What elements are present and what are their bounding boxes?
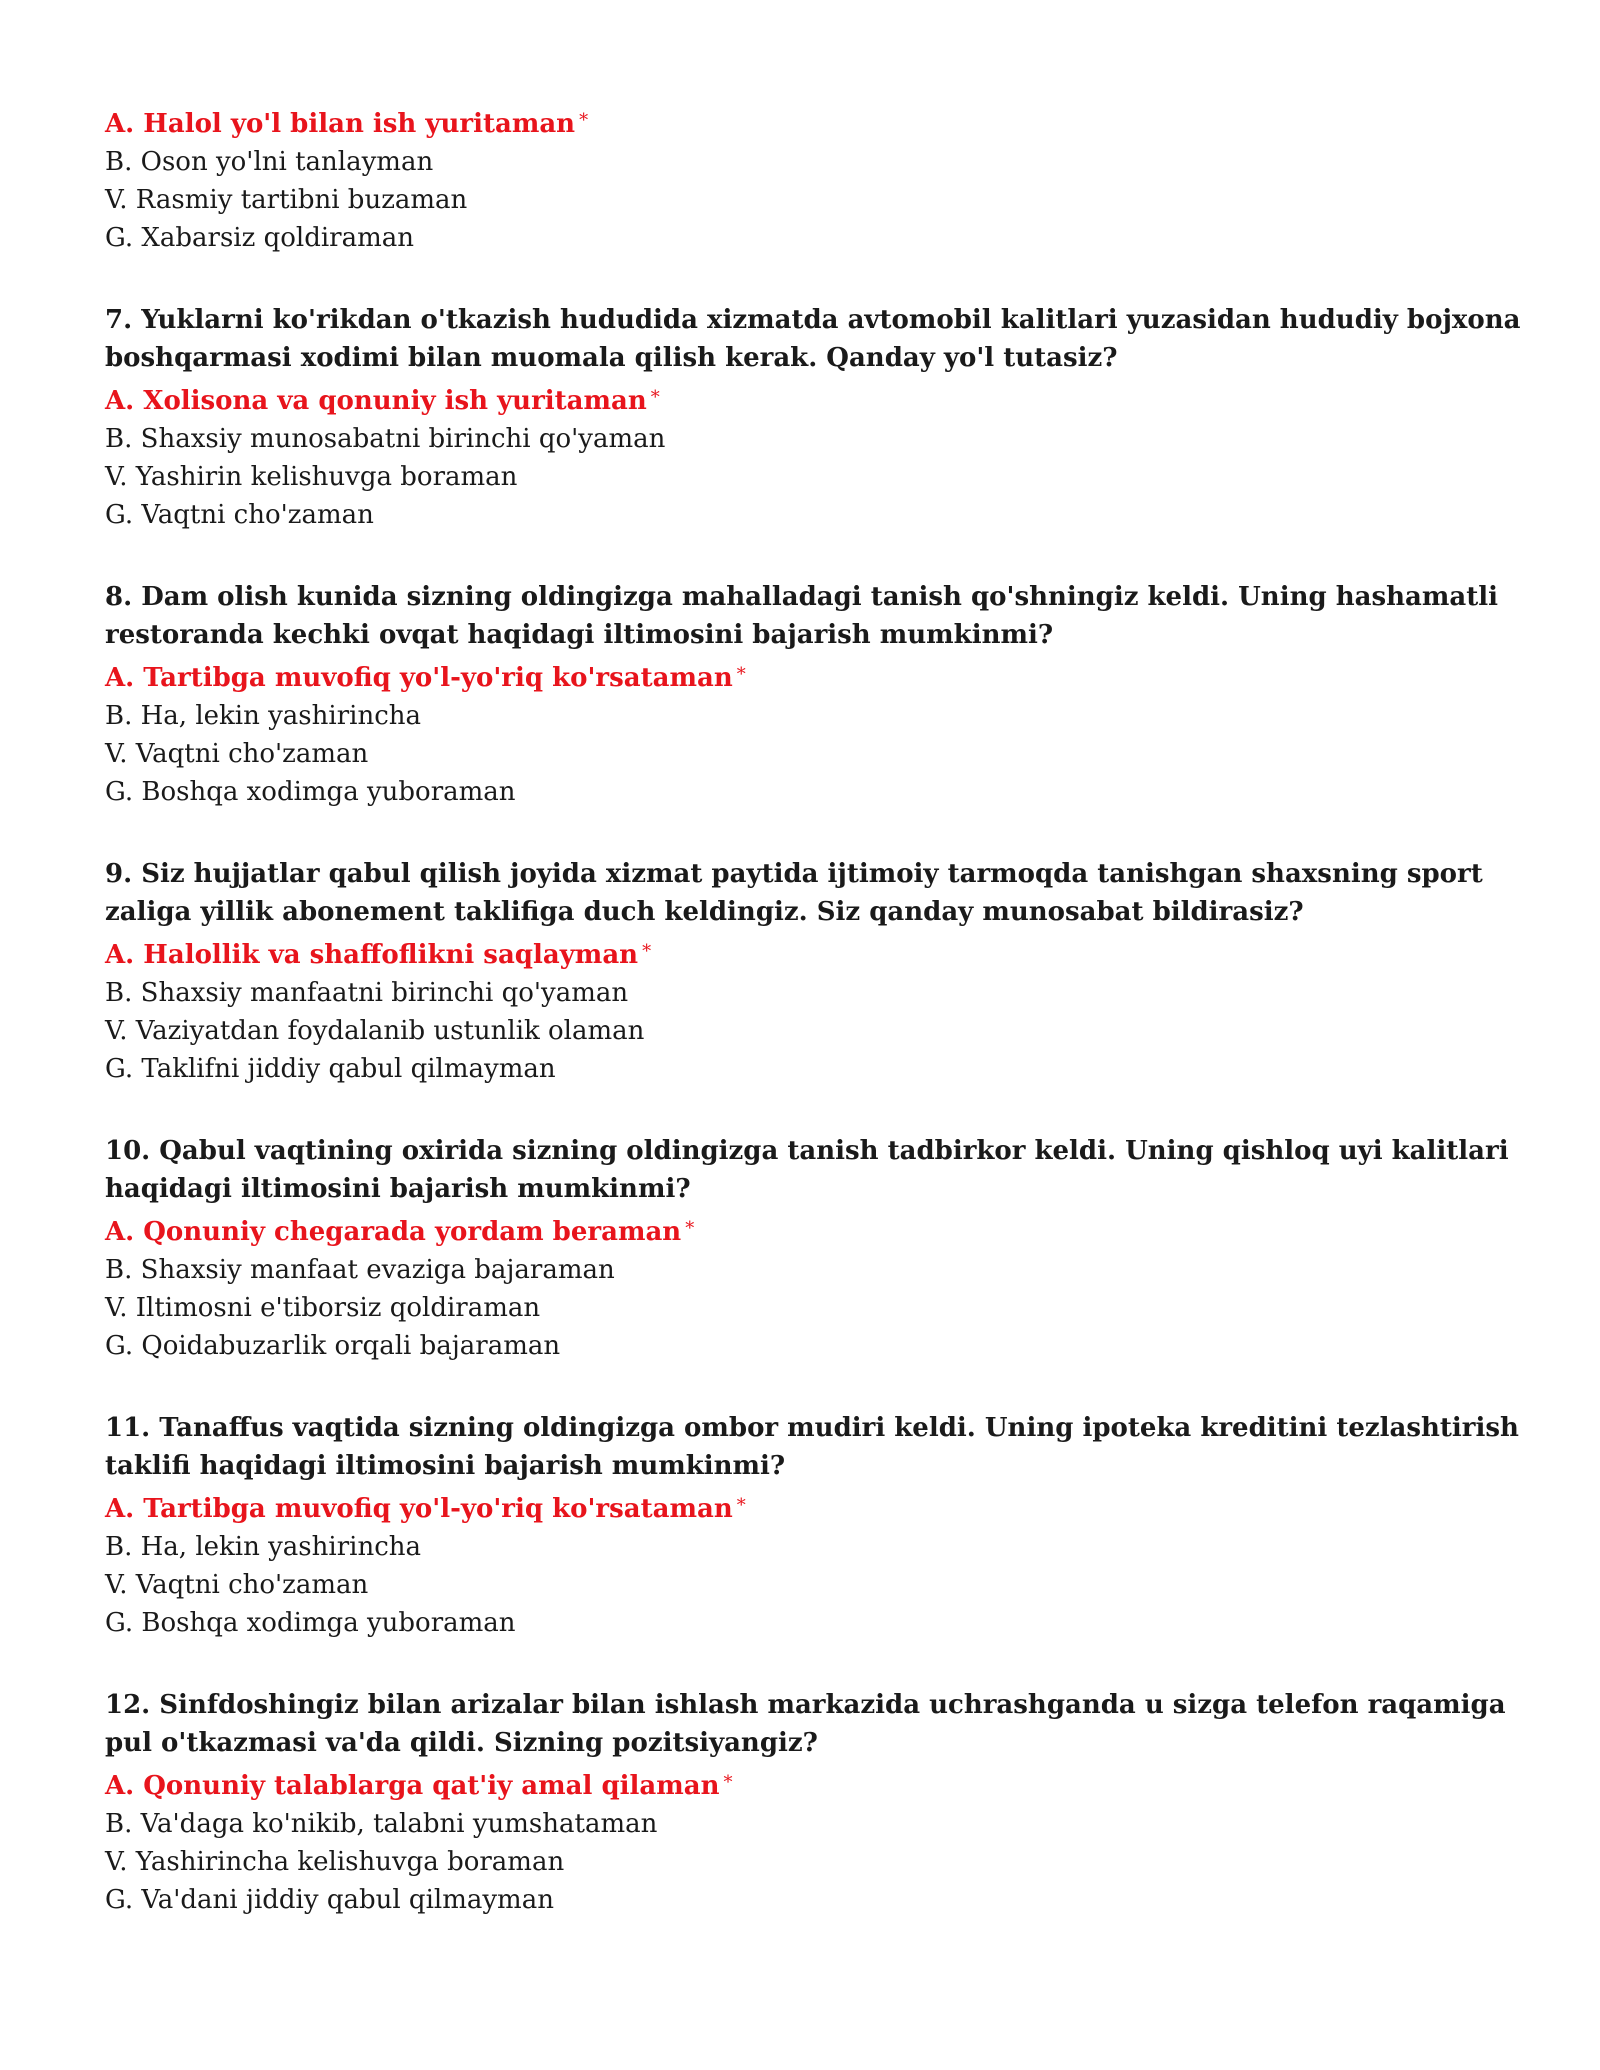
correct-answer-text: A. Halol yo'l bilan ish yuritaman <box>105 109 576 139</box>
question-text: 7. Yuklarni ko'rikdan o'tkazish hududida xizmatda avtomobil kalitlari yuzasidan hududiy bojxona boshqarmasi xodimi bilan muomala qilish kerak. Qanday yo'l tutasiz? <box>105 305 1521 373</box>
question-block <box>105 855 1525 1088</box>
correct-marker: * <box>650 387 660 408</box>
quiz-document <box>105 100 1525 1963</box>
answer-option: G. Vaqtni cho'zaman <box>105 500 374 530</box>
question-text: 12. Sinfdoshingiz bilan arizalar bilan ishlash markazida uchrashganda u sizga telefon raqamiga pul o'tkazmasi va'da qildi. Sizning pozitsiyangiz? <box>105 1690 1506 1758</box>
correct-answer-text: A. Halollik va shaffoflikni saqlayman <box>105 940 639 970</box>
correct-answer-text: A. Tartibga muvofiq yo'l-yo'riq ko'rsataman <box>105 663 733 693</box>
correct-answer-text: A. Qonuniy talablarga qat'iy amal qilaman <box>105 1771 720 1801</box>
question-block <box>105 1409 1525 1642</box>
answer-option: V. Rasmiy tartibni buzaman <box>105 185 468 215</box>
answer-option: G. Taklifni jiddiy qabul qilmayman <box>105 1054 556 1084</box>
answer-option: B. Shaxsiy munosabatni birinchi qo'yaman <box>105 424 666 454</box>
answer-option: G. Boshqa xodimga yuboraman <box>105 777 516 807</box>
correct-marker: * <box>736 664 746 685</box>
correct-answer-text: A. Qonuniy chegarada yordam beraman <box>105 1217 682 1247</box>
answer-option: V. Vaqtni cho'zaman <box>105 1570 369 1600</box>
correct-answer-text: A. Tartibga muvofiq yo'l-yo'riq ko'rsataman <box>105 1494 733 1524</box>
correct-marker: * <box>736 1495 746 1516</box>
question-block <box>105 1132 1525 1365</box>
answer-option: G. Xabarsiz qoldiraman <box>105 223 414 253</box>
correct-answer <box>105 1487 1525 1528</box>
correct-marker: * <box>723 1772 733 1793</box>
correct-answer <box>105 1764 1525 1805</box>
answer-option: G. Qoidabuzarlik orqali bajaraman <box>105 1331 561 1361</box>
answer-option: V. Yashirincha kelishuvga boraman <box>105 1847 565 1877</box>
answer-option: B. Shaxsiy manfaatni birinchi qo'yaman <box>105 978 629 1008</box>
correct-answer <box>105 102 1525 143</box>
correct-answer <box>105 1210 1525 1251</box>
correct-answer-text: A. Xolisona va qonuniy ish yuritaman <box>105 386 647 416</box>
answer-option: G. Va'dani jiddiy qabul qilmayman <box>105 1885 554 1915</box>
correct-marker: * <box>685 1218 695 1239</box>
question-block <box>105 1686 1525 1919</box>
question-block <box>105 578 1525 811</box>
answer-option: B. Ha, lekin yashirincha <box>105 701 422 731</box>
question-text: 11. Tanaffus vaqtida sizning oldingizga ombor mudiri keldi. Uning ipoteka kreditini tezlashtirish taklifi haqidagi iltimosini bajarish mumkinmi? <box>105 1413 1519 1481</box>
answer-option: B. Oson yo'lni tanlayman <box>105 147 434 177</box>
answer-option: V. Vaqtni cho'zaman <box>105 739 369 769</box>
answer-option: V. Iltimosni e'tiborsiz qoldiraman <box>105 1293 541 1323</box>
leading-options <box>105 102 1525 257</box>
answer-option: B. Va'daga ko'nikib, talabni yumshataman <box>105 1809 658 1839</box>
answer-option: B. Shaxsiy manfaat evaziga bajaraman <box>105 1255 615 1285</box>
answer-option: V. Vaziyatdan foydalanib ustunlik olaman <box>105 1016 645 1046</box>
correct-answer <box>105 933 1525 974</box>
answer-option: G. Boshqa xodimga yuboraman <box>105 1608 516 1638</box>
correct-answer <box>105 656 1525 697</box>
question-block <box>105 301 1525 534</box>
answer-option: V. Yashirin kelishuvga boraman <box>105 462 518 492</box>
answer-option: B. Ha, lekin yashirincha <box>105 1532 422 1562</box>
question-text: 8. Dam olish kunida sizning oldingizga mahalladagi tanish qo'shningiz keldi. Uning hashamatli restoranda kechki ovqat haqidagi iltimosini bajarish mumkinmi? <box>105 582 1498 650</box>
correct-marker: * <box>642 941 652 962</box>
correct-answer <box>105 379 1525 420</box>
correct-marker: * <box>579 110 589 131</box>
question-text: 10. Qabul vaqtining oxirida sizning oldingizga tanish tadbirkor keldi. Uning qishloq uyi kalitlari haqidagi iltimosini bajarish mumkinmi? <box>105 1136 1509 1204</box>
question-text: 9. Siz hujjatlar qabul qilish joyida xizmat paytida ijtimoiy tarmoqda tanishgan shaxsning sport zaliga yillik abonement taklifiga duch keldingiz. Siz qanday munosabat bildirasiz? <box>105 859 1483 927</box>
